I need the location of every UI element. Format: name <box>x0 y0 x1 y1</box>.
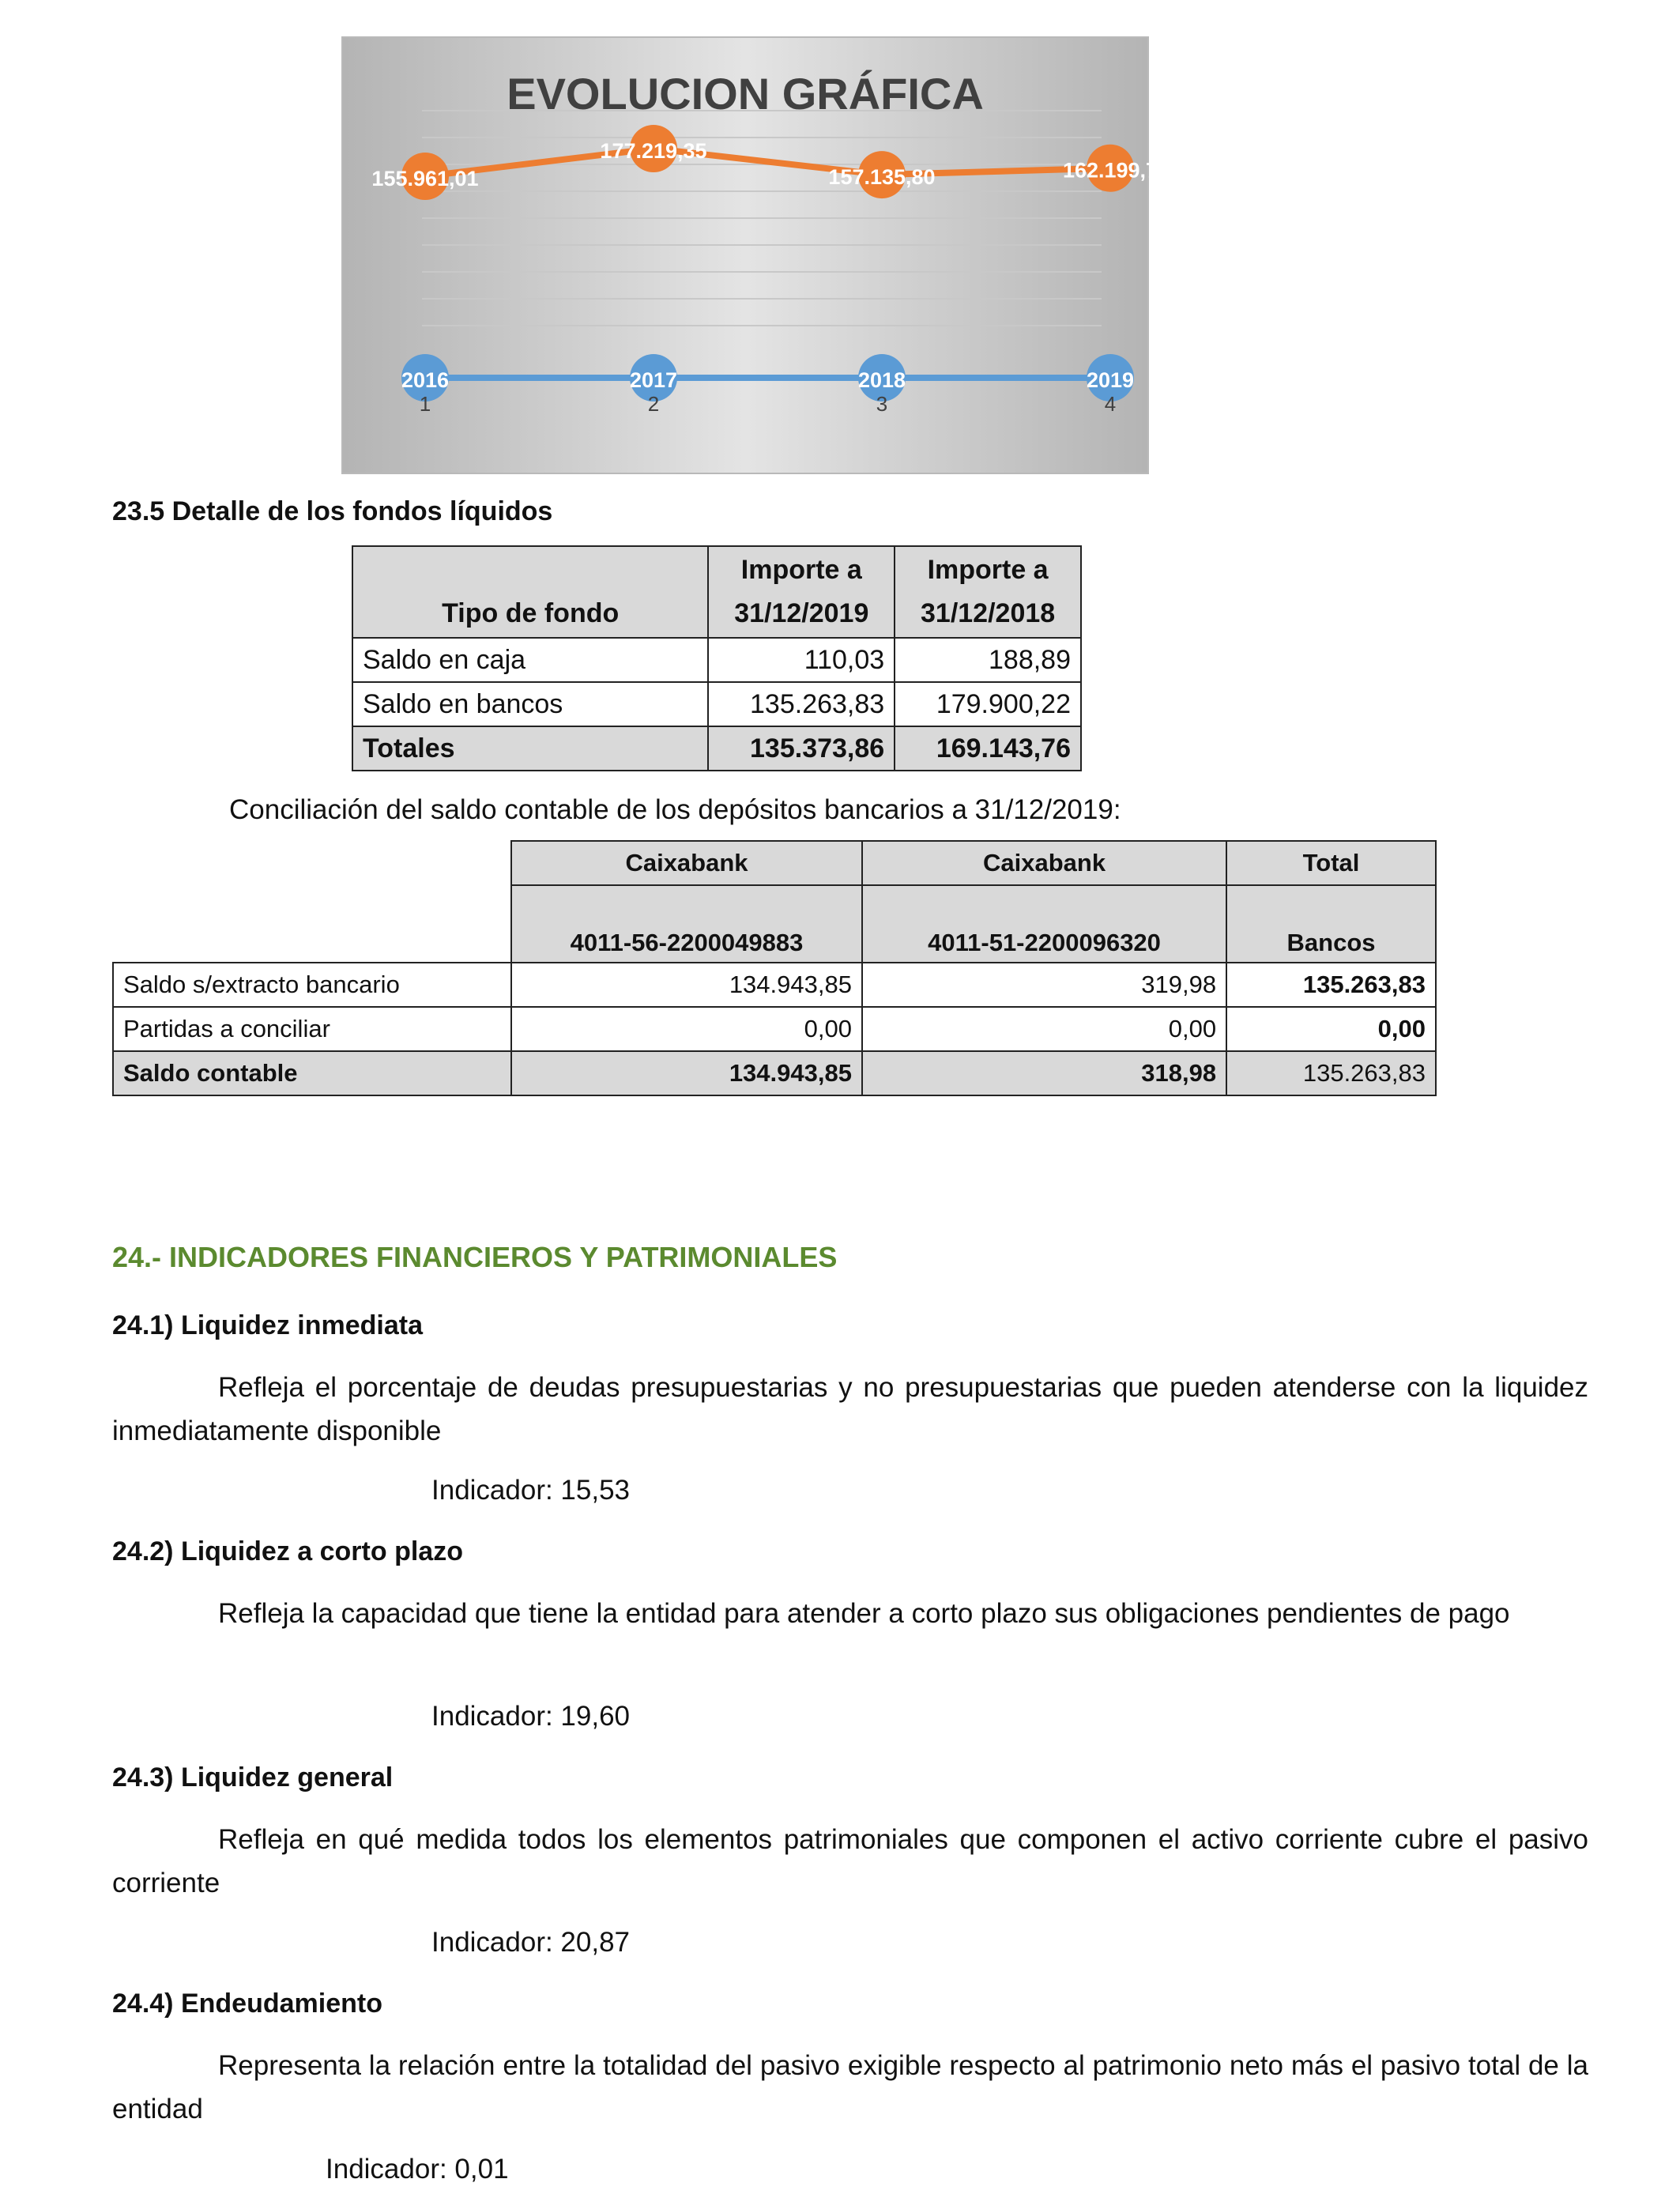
x-tick-label: 3 <box>876 392 888 416</box>
table-total-row <box>113 1051 1436 1095</box>
cell-value: 134.943,85 <box>511 1051 862 1095</box>
table-row <box>352 638 1081 682</box>
blank-cell <box>113 841 511 885</box>
evolution-chart <box>341 36 1158 474</box>
section-23-5-title: 23.5 Detalle de los fondos líquidos <box>112 496 553 526</box>
indicator-value: Indicador: 20,87 <box>431 1927 631 1958</box>
blank-cell <box>113 885 511 963</box>
header-account-1: 4011-56-2200049883 <box>511 885 862 963</box>
header-total: Total <box>1226 841 1436 885</box>
x-tick-label: 2 <box>647 392 660 416</box>
header-importe-2018-line1: Importe a <box>927 555 1049 585</box>
data-label: 2016 <box>401 368 450 392</box>
data-label: 157.135,80 <box>828 165 936 190</box>
indicator-heading: 24.4) Endeudamiento <box>112 1989 382 2019</box>
x-tick-label: 1 <box>419 392 431 416</box>
conciliation-title: Conciliación del saldo contable de los depósitos bancarios a 31/12/2019: <box>229 794 1121 825</box>
series-line <box>425 149 1110 176</box>
indicator-value: Indicador: 15,53 <box>431 1475 631 1506</box>
header-bank-2: Caixabank <box>862 841 1226 885</box>
cell-label: Saldo s/extracto bancario <box>113 963 511 1007</box>
header-importe-2019-line1: Importe a <box>740 555 862 585</box>
indicator-description: Representa la relación entre la totalidad del pasivo exigible respecto al patrimonio neto más el pasivo total de la entidad <box>112 2050 1588 2124</box>
indicator-description: Refleja el porcentaje de deudas presupuestarias y no presupuestarias que pueden atenderse con la liquidez inmediatamente disponible <box>112 1372 1588 1446</box>
cell-value: 134.943,85 <box>511 963 862 1007</box>
section-24-title: 24.- INDICADORES FINANCIEROS Y PATRIMONIALES <box>112 1241 838 1273</box>
header-bank-1: Caixabank <box>511 841 862 885</box>
indicator-description: Refleja la capacidad que tiene la entidad para atender a corto plazo sus obligaciones pendientes de pago <box>218 1598 1510 1629</box>
header-tipo: Tipo de fondo <box>352 546 708 638</box>
cell-value: 110,03 <box>708 638 895 682</box>
cell-value: 135.373,86 <box>708 726 895 771</box>
indicator-heading: 24.1) Liquidez inmediata <box>112 1310 423 1340</box>
data-label: 2019 <box>1086 368 1135 392</box>
cell-value: 188,89 <box>895 638 1081 682</box>
header-bancos: Bancos <box>1226 885 1436 963</box>
table-row <box>113 963 1436 1007</box>
table-row <box>352 682 1081 726</box>
cell-value: 135.263,83 <box>1226 1051 1436 1095</box>
data-label: 155.961,01 <box>371 167 479 190</box>
header-account-2: 4011-51-2200096320 <box>862 885 1226 963</box>
data-label: 177.219,35 <box>600 139 707 163</box>
cell-value: 318,98 <box>862 1051 1226 1095</box>
header-importe-2019-line2: 31/12/2019 <box>734 598 869 628</box>
data-label: 2017 <box>629 368 678 392</box>
cell-label: Saldo contable <box>113 1051 511 1095</box>
indicator-heading: 24.3) Liquidez general <box>112 1762 394 1793</box>
conciliation-header-top <box>113 841 1436 885</box>
x-tick-label: 4 <box>1104 392 1117 416</box>
data-label: 162.199,7 <box>1062 158 1158 183</box>
cell-label: Saldo en caja <box>352 638 708 682</box>
cell-label: Saldo en bancos <box>352 682 708 726</box>
header-importe-2019 <box>708 546 895 638</box>
data-label: 2018 <box>857 368 906 392</box>
cell-value: 135.263,83 <box>1226 963 1436 1007</box>
indicator-description: Refleja en qué medida todos los elementos patrimoniales que componen el activo corriente cubre el pasivo corriente <box>112 1824 1588 1898</box>
table-total-row <box>352 726 1081 771</box>
cell-label: Partidas a conciliar <box>113 1007 511 1051</box>
funds-table <box>352 545 1082 771</box>
cell-value: 135.263,83 <box>708 682 895 726</box>
funds-table-header <box>352 546 1081 638</box>
cell-value: 179.900,22 <box>895 682 1081 726</box>
table-row <box>113 1007 1436 1051</box>
cell-label: Totales <box>352 726 708 771</box>
cell-value: 0,00 <box>511 1007 862 1051</box>
cell-value: 0,00 <box>1226 1007 1436 1051</box>
header-importe-2018 <box>895 546 1081 638</box>
indicator-value: Indicador: 0,01 <box>326 2154 509 2185</box>
cell-value: 169.143,76 <box>895 726 1081 771</box>
chart-title: EVOLUCION GRÁFICA <box>507 69 984 119</box>
cell-value: 0,00 <box>862 1007 1226 1051</box>
indicator-heading: 24.2) Liquidez a corto plazo <box>112 1536 463 1566</box>
header-importe-2018-line2: 31/12/2018 <box>921 598 1056 628</box>
chart-canvas <box>343 38 1158 473</box>
indicator-value: Indicador: 19,60 <box>431 1701 631 1732</box>
cell-value: 319,98 <box>862 963 1226 1007</box>
conciliation-header-bottom <box>113 885 1436 963</box>
conciliation-table <box>112 840 1437 1096</box>
